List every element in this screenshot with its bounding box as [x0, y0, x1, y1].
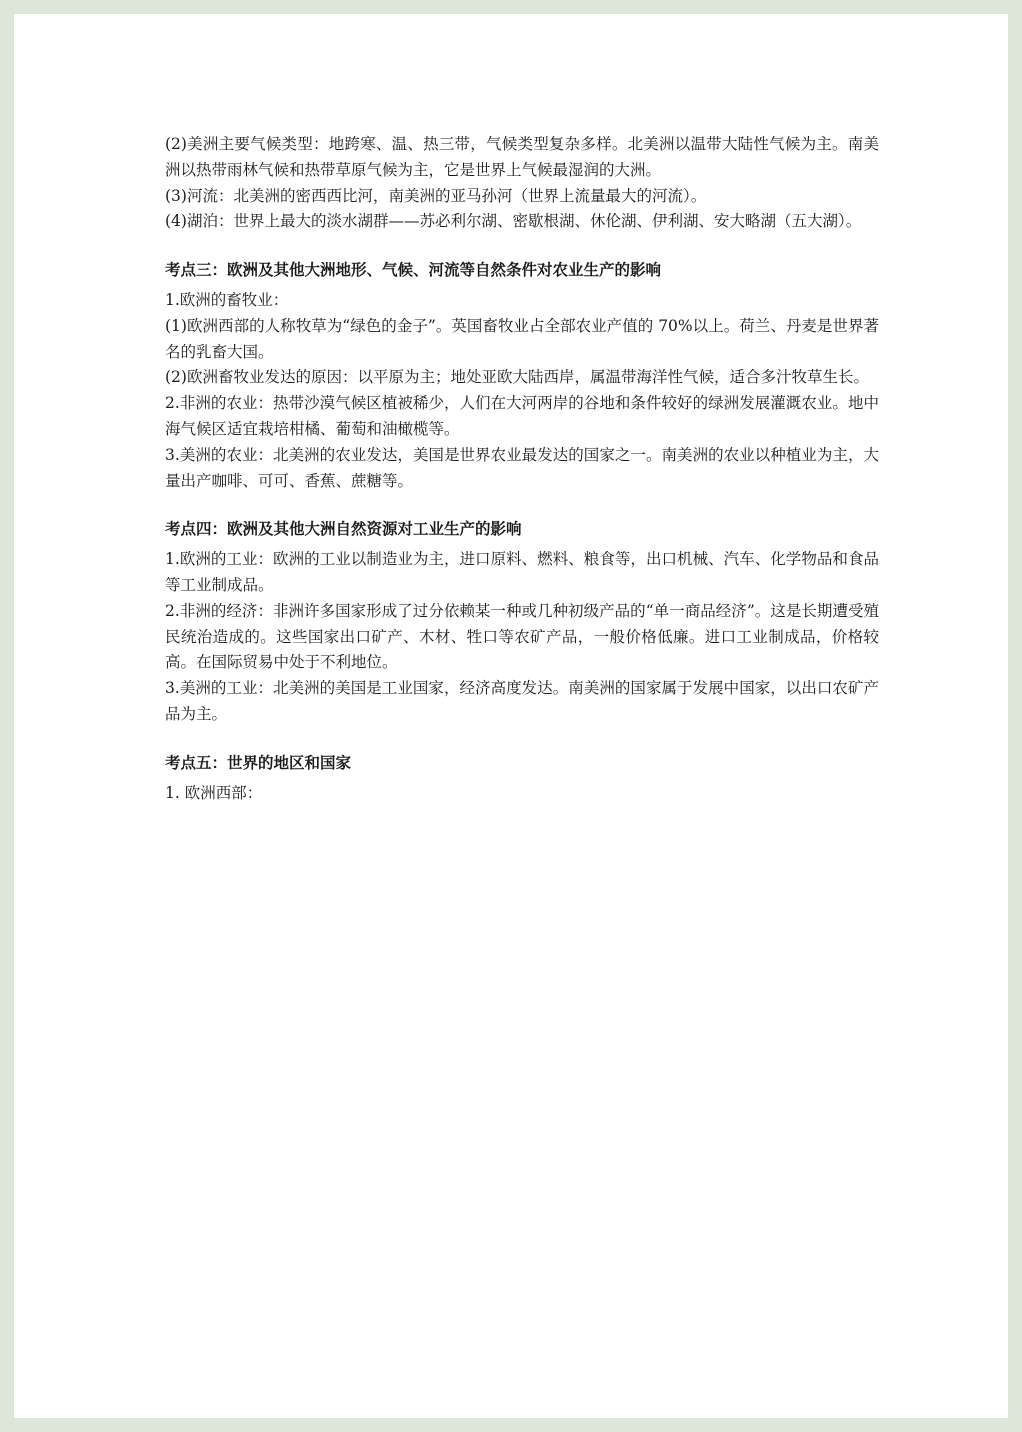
section-heading: 考点三：欧洲及其他大洲地形、气候、河流等自然条件对农业生产的影响	[165, 261, 662, 280]
section-heading: 考点四：欧洲及其他大洲自然资源对工业生产的影响	[165, 520, 522, 539]
paragraph: 2.非洲的农业：热带沙漠气候区植被稀少，人们在大河两岸的谷地和条件较好的绿洲发展灌溉农业。地中海气候区适宜栽培柑橘、葡萄和油橄榄等。	[165, 394, 879, 438]
document-content	[165, 132, 879, 806]
document-page	[14, 14, 1008, 1418]
section-heading: 考点五：世界的地区和国家	[165, 753, 352, 772]
paragraph: (1)欧洲西部的人称牧草为“绿色的金子”。英国畜牧业占全部农业产值的 70%以上。荷兰、丹麦是世界著名的乳畜大国。	[165, 316, 879, 361]
paragraph-america-climate: (2)美洲主要气候类型：地跨寒、温、热三带，气候类型复杂多样。北美洲以温带大陆性气候为主。南美洲以热带雨林气候和热带草原气候为主，它是世界上气候最湿润的大洲。	[165, 135, 879, 179]
paragraph: 3.美洲的农业：北美洲的农业发达，美国是世界农业最发达的国家之一。南美洲的农业以种植业为主，大量出产咖啡、可可、香蕉、蔗糖等。	[165, 445, 879, 490]
intro-section	[165, 132, 879, 235]
section-kaodian-3	[165, 258, 879, 494]
paragraph: 1.欧洲的畜牧业：	[165, 290, 289, 309]
section-kaodian-5	[165, 751, 879, 807]
paragraph: 2.非洲的经济：非洲许多国家形成了过分依赖某一种或几种初级产品的“单一商品经济”。这是长期遭受殖民统治造成的。这些国家出口矿产、木材、牲口等农矿产品，一般价格低廉。进口工业制成品，价格较高。在国际贸易中处于不利地位。	[165, 601, 879, 672]
paragraph: 1. 欧洲西部：	[165, 783, 263, 802]
paragraph: 3.美洲的工业：北美洲的美国是工业国家，经济高度发达。南美洲的国家属于发展中国家，以出口农矿产品为主。	[165, 679, 879, 723]
paragraph-america-rivers: (3)河流：北美洲的密西西比河，南美洲的亚马孙河（世界上流量最大的河流）。	[165, 186, 707, 205]
paragraph-america-lakes: (4)湖泊：世界上最大的淡水湖群——苏必利尔湖、密歇根湖、休伦湖、伊利湖、安大略湖（五大湖）。	[165, 212, 862, 231]
paragraph: 1.欧洲的工业：欧洲的工业以制造业为主，进口原料、燃料、粮食等，出口机械、汽车、化学物品和食品等工业制成品。	[165, 550, 879, 594]
paragraph: (2)欧洲畜牧业发达的原因：以平原为主；地处亚欧大陆西岸，属温带海洋性气候，适合多汁牧草生长。	[165, 368, 869, 387]
section-kaodian-4	[165, 517, 879, 727]
